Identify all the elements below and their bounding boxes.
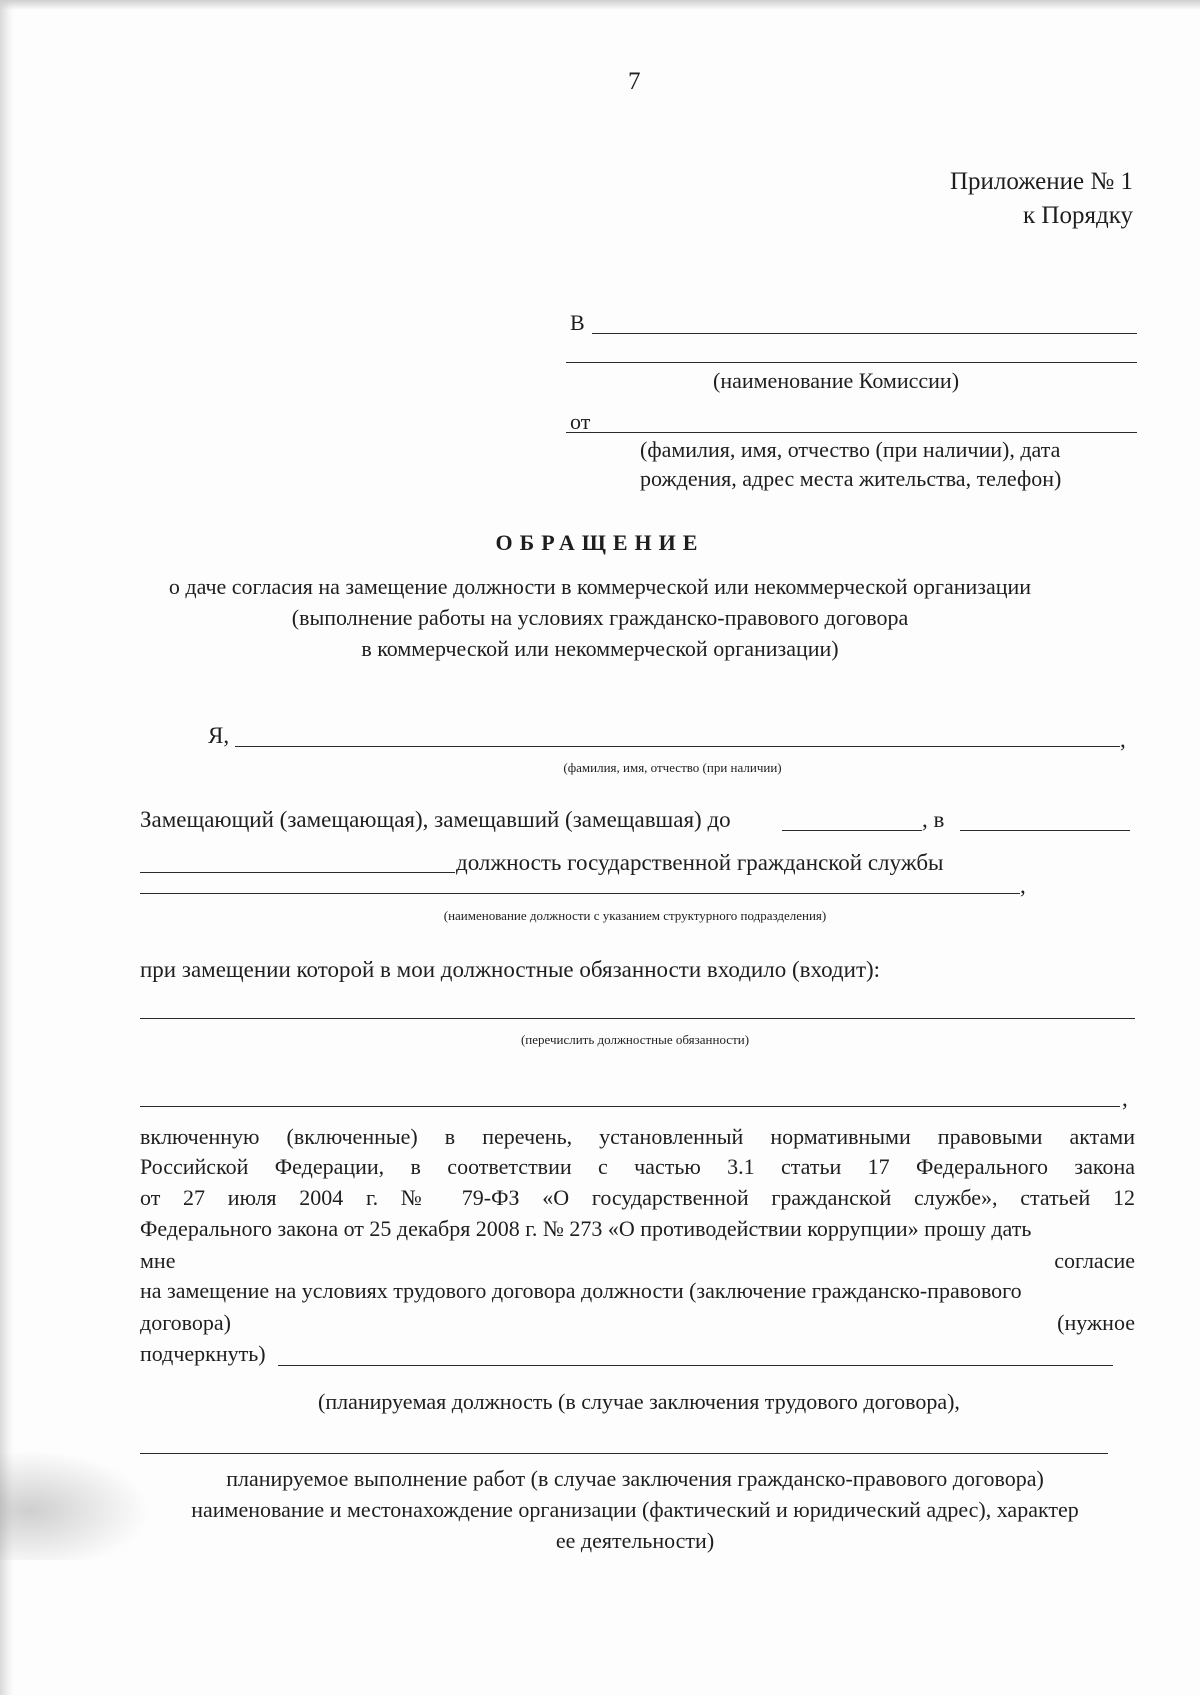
document-title: ОБРАЩЕНИЕ	[495, 530, 705, 555]
commission-field-line-1	[592, 333, 1137, 334]
to-prefix: В	[570, 310, 585, 335]
final-caption-line-3: ее деятельности)	[555, 1528, 715, 1553]
paragraph-line-7-right: (нужное	[1057, 1310, 1135, 1335]
holding-in-text: , в	[922, 807, 945, 832]
page-number: 7	[628, 68, 641, 95]
holding-text: Замещающий (замещающая), замещавший (замещавшая) до	[140, 807, 731, 832]
planned-work-field-line	[140, 1453, 1108, 1454]
paragraph-line-5-right: согласие	[1054, 1248, 1135, 1273]
duties-field-comma: ,	[1122, 1086, 1128, 1111]
commission-field-line-2	[566, 362, 1137, 363]
sender-caption-line-1: (фамилия, имя, отчество (при наличии), дата	[640, 437, 1061, 462]
name-field-line	[235, 746, 1120, 747]
paragraph-line-1: включенную (включенные) в перечень, установленный нормативными правовыми актами	[140, 1124, 1135, 1149]
scan-edge-shadow	[0, 0, 14, 1695]
appendix-line-1: Приложение № 1	[949, 168, 1133, 195]
holding-date-line	[782, 830, 922, 831]
position-caption: (наименование должности с указанием структурного подразделения)	[443, 908, 827, 923]
position-field-comma: ,	[1020, 873, 1026, 898]
commission-caption: (наименование Комиссии)	[713, 368, 960, 393]
final-caption-line-1: планируемое выполнение работ (в случае заключения гражданско-правового договора)	[226, 1466, 1044, 1491]
paragraph-line-4: Федерального закона от 25 декабря 2008 г. № 273 «О противодействии коррупции» прошу дать	[140, 1216, 1032, 1241]
paragraph-line-2: Российской Федерации, в соответствии с частью 3.1 статьи 17 Федерального закона	[140, 1154, 1135, 1179]
paragraph-line-5-left: мне	[140, 1248, 176, 1273]
from-prefix: от	[570, 409, 591, 434]
duties-field-line-2	[140, 1106, 1120, 1107]
duties-intro: при замещении которой в мои должностные обязанности входило (входит):	[140, 957, 881, 982]
name-caption: (фамилия, имя, отчество (при наличии)	[563, 760, 782, 775]
holding-place-line	[960, 830, 1130, 831]
sender-field-line	[566, 432, 1137, 433]
sender-caption-line-2: рождения, адрес места жительства, телефон)	[640, 466, 1062, 491]
position-prefix-line	[140, 872, 455, 873]
duties-caption: (перечислить должностные обязанности)	[520, 1032, 750, 1047]
scan-top-shadow	[0, 0, 1200, 10]
final-caption-line-2: наименование и местонахождение организации (фактический и юридический адрес), характер	[191, 1497, 1079, 1522]
document-subtitle-line-1: о даче согласия на замещение должности в коммерческой или некоммерческой организации	[168, 574, 1032, 599]
paragraph-line-3: от 27 июля 2004 г. № 79-ФЗ «О государственной гражданской службе», статьей 12	[140, 1185, 1135, 1210]
planned-position-field-line	[278, 1365, 1113, 1366]
document-subtitle-line-3: в коммерческой или некоммерческой организации)	[361, 636, 839, 661]
position-field-line	[140, 893, 1020, 894]
paragraph-line-7-left: договора)	[140, 1310, 231, 1335]
name-field-comma: ,	[1120, 727, 1126, 752]
duties-field-line-1	[140, 1018, 1135, 1019]
paragraph-line-6: на замещение на условиях трудового договора должности (заключение гражданско-правового	[140, 1278, 1022, 1303]
appendix-line-2: к Порядку	[1023, 202, 1133, 229]
position-text: должность государственной гражданской службы	[456, 850, 944, 875]
document-subtitle-line-2: (выполнение работы на условиях гражданско-правового договора	[291, 605, 909, 630]
paragraph-line-8: подчеркнуть)	[140, 1341, 266, 1366]
planned-caption: (планируемая должность (в случае заключения трудового договора),	[318, 1389, 960, 1414]
i-prefix: Я,	[208, 723, 230, 748]
